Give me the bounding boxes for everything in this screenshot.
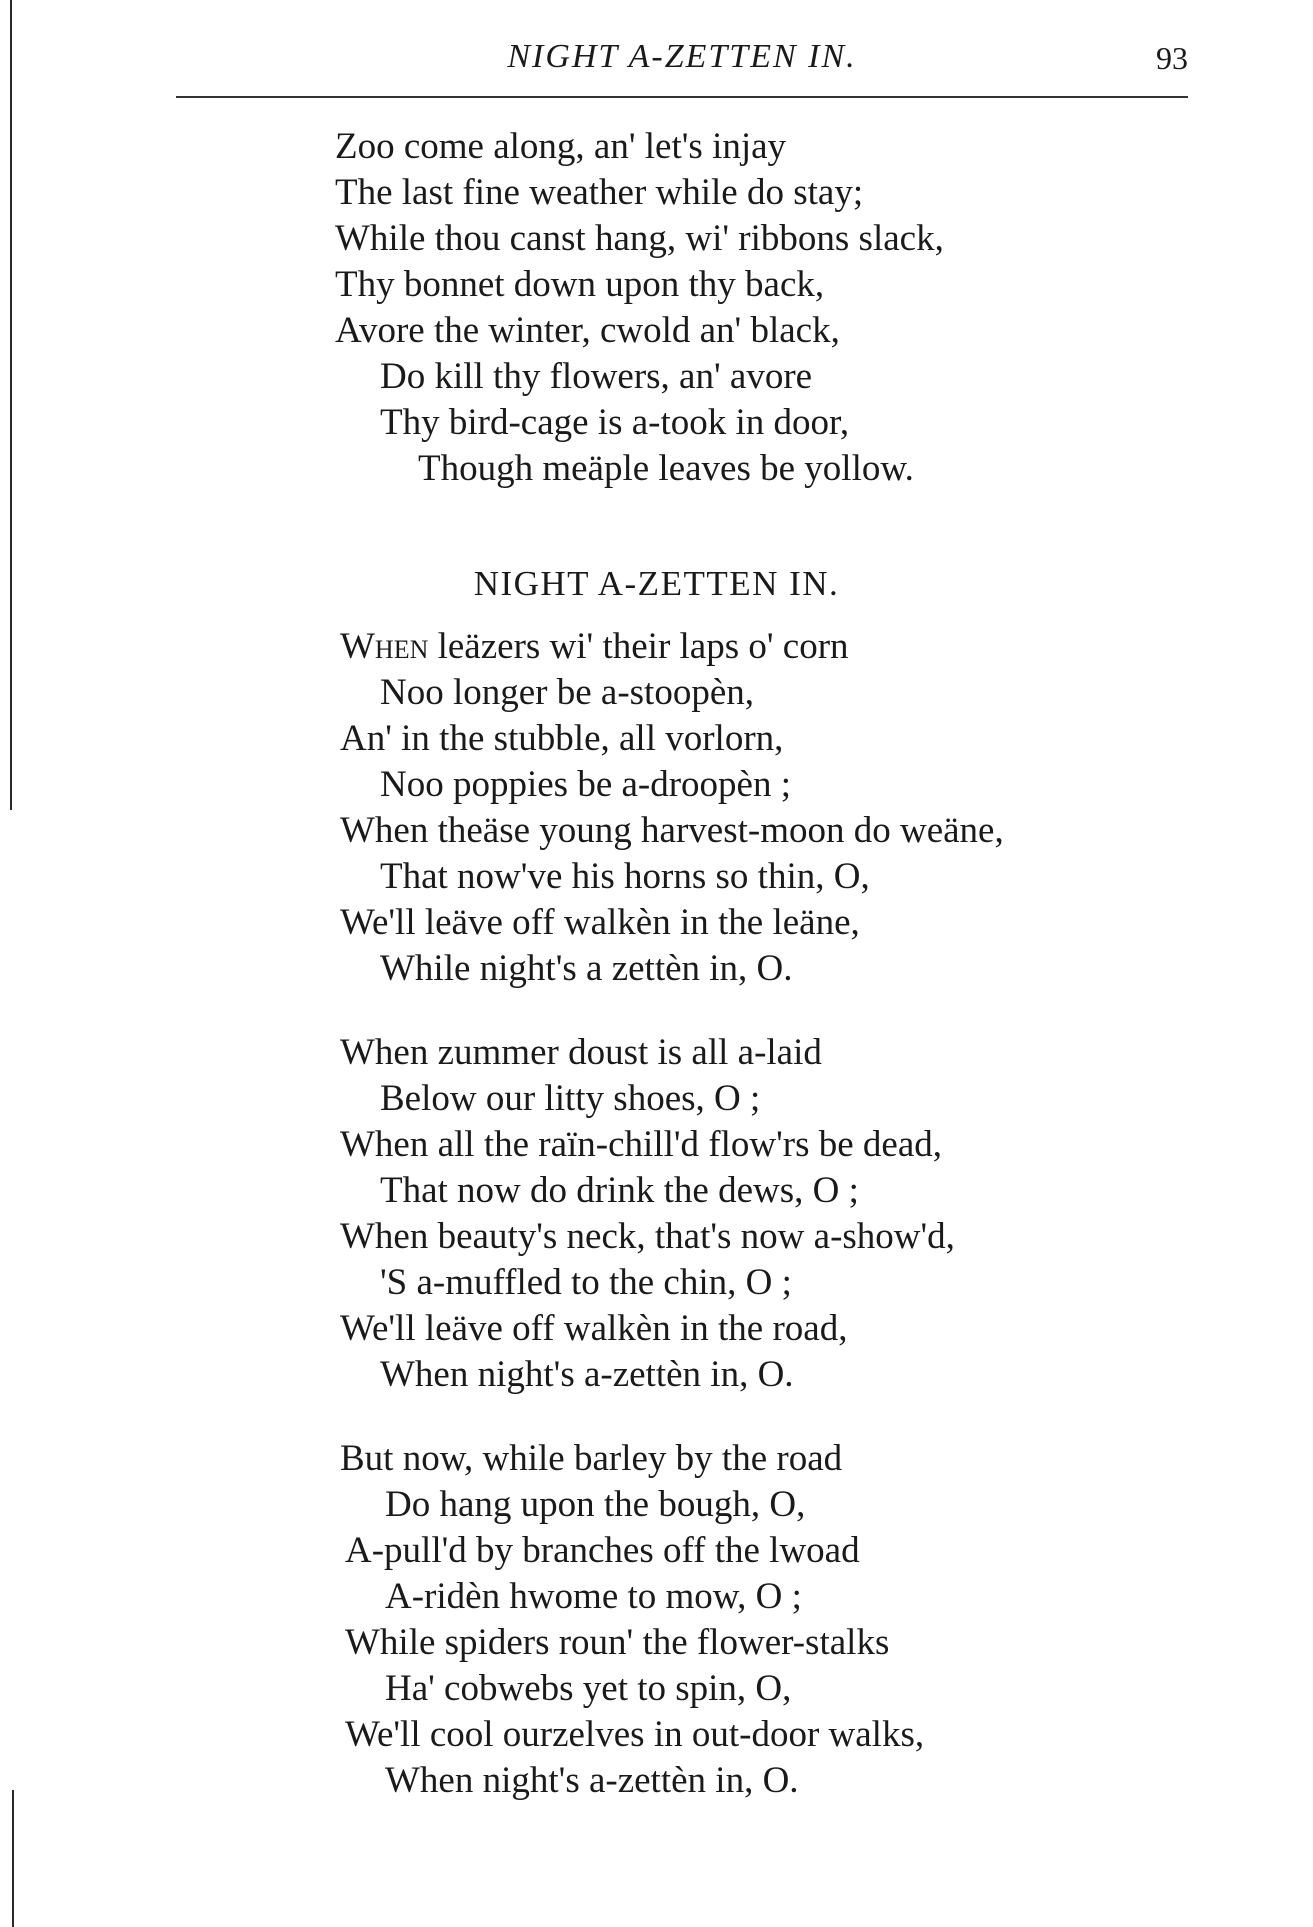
poem-line: When night's a-zettèn in, O. bbox=[385, 1760, 799, 1801]
poem-line: Zoo come along, an' let's injay bbox=[335, 126, 787, 167]
poem-line: Do hang upon the bough, O, bbox=[385, 1484, 806, 1525]
first-line-rest: leäzers wi' their laps o' corn bbox=[428, 626, 849, 667]
poem-line: While spiders roun' the flower-stalks bbox=[345, 1622, 890, 1663]
poem-line: When night's a-zettèn in, O. bbox=[380, 1354, 794, 1395]
poem-line: Thy bonnet down upon thy back, bbox=[335, 264, 825, 305]
poem-line: When all the raïn-chill'd flow'rs be dead, bbox=[340, 1124, 943, 1165]
poem-line: Thy bird-cage is a-took in door, bbox=[380, 402, 850, 443]
poem-line: A-pull'd by branches off the lwoad bbox=[345, 1530, 860, 1571]
poem-line: A-ridèn hwome to mow, O ; bbox=[385, 1576, 802, 1617]
poem-line: We'll leäve off walkèn in the leäne, bbox=[340, 902, 860, 943]
poem-line: Avore the winter, cwold an' black, bbox=[335, 310, 840, 351]
poem-line: Though meäple leaves be yollow. bbox=[418, 448, 914, 489]
poem-line: When beauty's neck, that's now a-show'd, bbox=[340, 1216, 955, 1257]
poem-line: When zummer doust is all a-laid bbox=[340, 1032, 822, 1073]
poem-line bbox=[340, 624, 849, 670]
first-word-smallcaps: When bbox=[340, 626, 429, 667]
poem-line: 'S a-muffled to the chin, O ; bbox=[380, 1262, 792, 1303]
poem-line: When theäse young harvest-moon do weäne, bbox=[340, 810, 1004, 851]
poem-line: Do kill thy flowers, an' avore bbox=[380, 356, 813, 397]
running-title: NIGHT A-ZETTEN IN. bbox=[507, 38, 857, 75]
page-number: 93 bbox=[1156, 40, 1188, 76]
page-header bbox=[176, 38, 1188, 100]
poem-line: Noo longer be a-stoopèn, bbox=[380, 672, 755, 713]
poem-line: While night's a zettèn in, O. bbox=[380, 948, 793, 989]
poem-line: We'll cool ourzelves in out-door walks, bbox=[345, 1714, 925, 1755]
scan-page-edge bbox=[10, 0, 12, 810]
poem-line: We'll leäve off walkèn in the road, bbox=[340, 1308, 848, 1349]
poem-line: An' in the stubble, all vorlorn, bbox=[340, 718, 784, 759]
poem-line: That now've his horns so thin, O, bbox=[380, 856, 870, 897]
poem-line: Below our litty shoes, O ; bbox=[380, 1078, 761, 1119]
poem-line: Noo poppies be a-droopèn ; bbox=[380, 764, 792, 805]
poem-line: That now do drink the dews, O ; bbox=[380, 1170, 859, 1211]
scan-page-edge-lower bbox=[12, 1790, 14, 1927]
poem-line: While thou canst hang, wi' ribbons slack, bbox=[335, 218, 944, 259]
poem-line: The last fine weather while do stay; bbox=[335, 172, 864, 213]
poem-line: Ha' cobwebs yet to spin, O, bbox=[385, 1668, 792, 1709]
header-rule bbox=[176, 96, 1188, 98]
poem-line: But now, while barley by the road bbox=[340, 1438, 843, 1479]
poem-title: NIGHT A-ZETTEN IN. bbox=[473, 564, 840, 603]
